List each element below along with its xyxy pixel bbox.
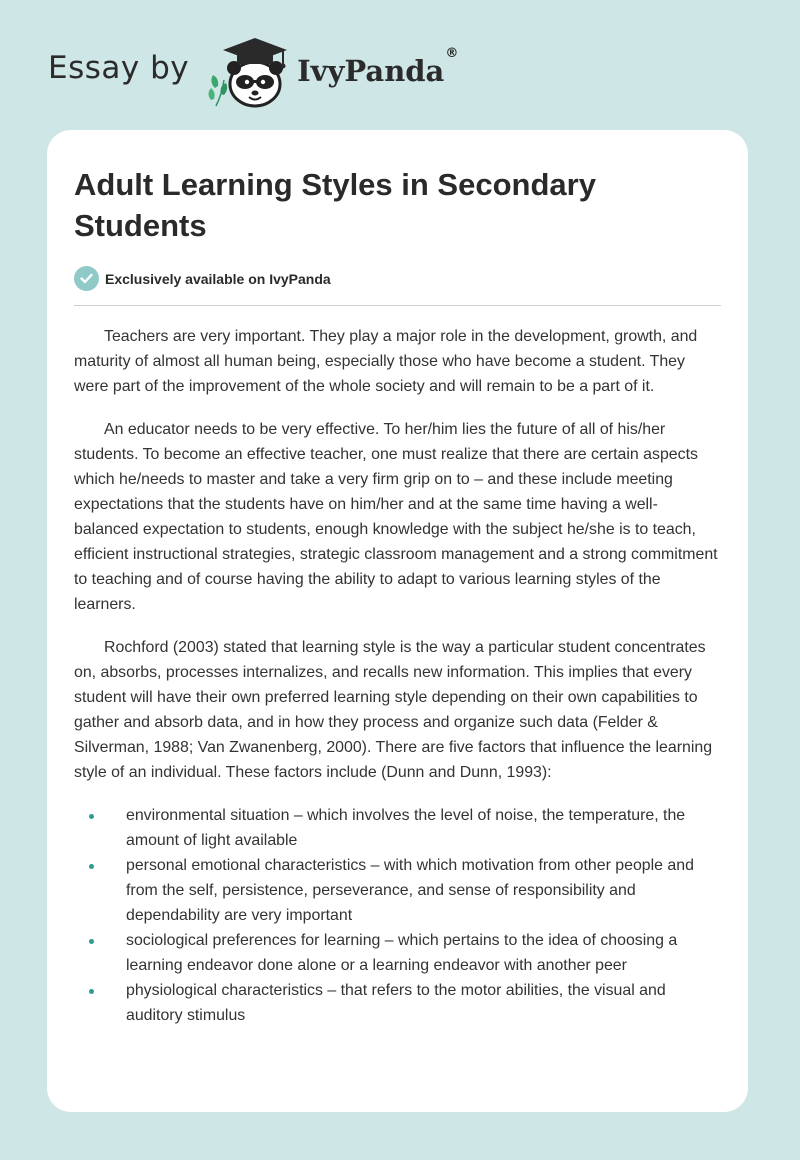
list-item-text: sociological preferences for learning – which pertains to the idea of choosing a learning endeavor done alone or a learning endeavor with another peer <box>126 932 678 974</box>
essay-title: Adult Learning Styles in Secondary Students <box>74 167 596 243</box>
panda-graduate-icon <box>201 30 293 110</box>
list-item <box>74 978 721 1028</box>
bullet-icon <box>89 989 94 994</box>
bullet-icon <box>89 864 94 869</box>
paragraph: An educator needs to be very effective. To her/him lies the future of all of his/her students. To become an effective teacher, one must realize that there are certain aspects which he/needs to master and take a very firm grip on to – and these include meeting expectations that the students have on him/her and at the same time having a well-balanced expectation to students, enough knowledge with the subject he/she is to teach, efficient instructional strategies, strategic classroom management and a strong commitment to teaching and of course having the ability to adapt to various learning styles of the learners. <box>74 421 718 613</box>
paragraph: Rochford (2003) stated that learning style is the way a particular student concentrates on, absorbs, processes internalizes, and recalls new information. This implies that every student will have their own preferred learning style depending on their own capabilities to gather and absorb data, and in how they process and organize such data (Felder & Silverman, 1988; Van Zwanenberg, 2000). There are five factors that influence the learning style of an individual. These factors include (Dunn and Dunn, 1993): <box>74 639 713 781</box>
list-item-text: environmental situation – which involves the level of noise, the temperature, the amount of light available <box>126 807 686 849</box>
list-item-text: physiological characteristics – that refers to the motor abilities, the visual and auditory stimulus <box>126 982 666 1024</box>
brand-header[interactable] <box>48 30 458 110</box>
brand-prefix: Essay by <box>48 50 190 86</box>
bullet-icon <box>89 814 94 819</box>
list-item-text: personal emotional characteristics – with which motivation from other people and from the self, persistence, perseverance, and sense of responsibility and dependability are very important <box>126 857 694 924</box>
exclusive-badge <box>74 266 721 291</box>
list-item <box>74 803 721 853</box>
brand-name: IvyPanda® <box>297 46 459 88</box>
factor-list <box>74 803 721 1028</box>
essay-card <box>47 130 748 1112</box>
exclusive-badge-text: Exclusively available on IvyPanda <box>105 270 331 287</box>
list-item <box>74 928 721 978</box>
list-item <box>74 853 721 928</box>
title-divider <box>74 305 721 306</box>
bullet-icon <box>89 939 94 944</box>
paragraph: Teachers are very important. They play a major role in the development, growth, and maturity of almost all human being, especially those who have become a student. They were part of the improvement of the whole society and will remain to be a part of it. <box>74 328 698 395</box>
check-circle-icon <box>74 266 99 291</box>
registered-mark: ® <box>445 46 459 61</box>
